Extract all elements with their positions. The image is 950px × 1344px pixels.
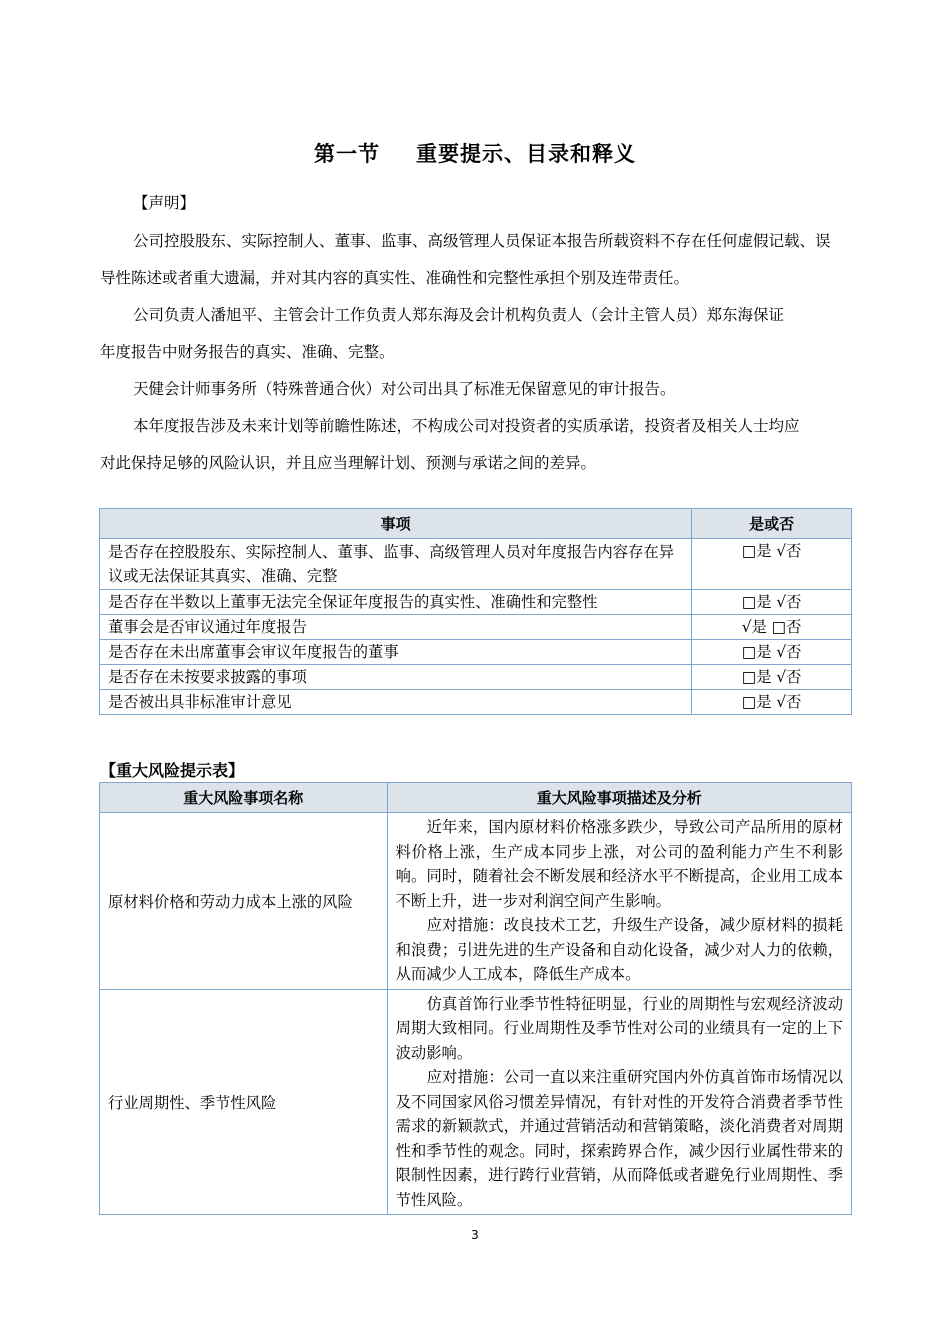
column-header-item: 事项 <box>100 509 692 539</box>
answer-cell: □是 √否 <box>692 690 852 715</box>
item-cell: 是否存在半数以上董事无法完全保证年度报告的真实性、准确性和完整性 <box>100 590 692 615</box>
paragraph-1: 公司控股股东、实际控制人、董事、监事、高级管理人员保证本报告所载资料不存在任何虚假记载、误 导性陈述或者重大遗漏，并对其内容的真实性、准确性和完整性承担个别及连带责任。 <box>100 232 831 287</box>
table-row <box>100 640 852 665</box>
column-header-risk-name: 重大风险事项名称 <box>100 783 388 813</box>
section-title: 重要提示、目录和释义 <box>416 142 636 166</box>
table-row <box>100 590 852 615</box>
page-title <box>0 138 950 168</box>
risk-description: 近年来，国内原材料价格涨多跌少，导致公司产品所用的原材料价格上涨，生产成本同步上涨，对公司的盈利能力产生不利影响。同时，随着社会不断发展和经济水平不断提高，企业用工成本不断上升，进一步对利润空间产生影响。 <box>395 818 843 910</box>
answer-cell: √是 □否 <box>692 615 852 640</box>
column-header-risk-desc: 重大风险事项描述及分析 <box>387 783 851 813</box>
section-number: 第一节 <box>314 142 380 166</box>
table-row <box>100 813 852 990</box>
table-row <box>100 615 852 640</box>
answer-cell: □是 √否 <box>692 590 852 615</box>
table-row <box>100 989 852 1215</box>
answer-cell: □是 √否 <box>692 539 852 590</box>
answer-cell: □是 √否 <box>692 665 852 690</box>
table-header-row <box>100 509 852 539</box>
column-header-answer: 是或否 <box>692 509 852 539</box>
table-row <box>100 690 852 715</box>
page-number: 3 <box>471 1228 479 1242</box>
table-row <box>100 665 852 690</box>
risk-name-cell: 行业周期性、季节性风险 <box>100 989 388 1215</box>
item-cell: 是否被出具非标准审计意见 <box>100 690 692 715</box>
item-cell: 是否存在未按要求披露的事项 <box>100 665 692 690</box>
answer-cell: □是 √否 <box>692 640 852 665</box>
item-cell: 董事会是否审议通过年度报告 <box>100 615 692 640</box>
table-row <box>100 539 852 590</box>
paragraph-4: 本年度报告涉及未来计划等前瞻性陈述，不构成公司对投资者的实质承诺，投资者及相关人士均应 对此保持足够的风险认识，并且应当理解计划、预测与承诺之间的差异。 <box>100 417 800 472</box>
risk-desc-cell <box>387 813 851 990</box>
risk-countermeasure: 应对措施：公司一直以来注重研究国内外仿真首饰市场情况以及不同国家风俗习惯差异情况，有针对性的开发符合消费者季节性需求的新颖款式，并通过营销活动和营销策略，淡化消费者对周期性和季节性的观念。同时，探索跨界合作，减少因行业属性带来的限制性因素，进行跨行业营销，从而降低或者避免行业周期性、季节性风险。 <box>395 1068 843 1209</box>
risk-desc-cell <box>387 989 851 1215</box>
declaration-label: 【声明】 <box>133 194 196 212</box>
risk-countermeasure: 应对措施：改良技术工艺，升级生产设备，减少原材料的损耗和浪费；引进先进的生产设备和自动化设备，减少对人力的依赖，从而减少人工成本，降低生产成本。 <box>395 916 843 983</box>
paragraph-2: 公司负责人潘旭平、主管会计工作负责人郑东海及会计机构负责人（会计主管人员）郑东海保证 年度报告中财务报告的真实、准确、完整。 <box>100 306 785 361</box>
table-header-row <box>100 783 852 813</box>
item-cell: 是否存在未出席董事会审议年度报告的董事 <box>100 640 692 665</box>
risk-table-heading: 【重大风险提示表】 <box>100 761 245 780</box>
item-cell: 是否存在控股股东、实际控制人、董事、监事、高级管理人员对年度报告内容存在异议或无法保证其真实、准确、完整 <box>100 539 692 590</box>
risk-description: 仿真首饰行业季节性特征明显，行业的周期性与宏观经济波动周期大致相同。行业周期性及季节性对公司的业绩具有一定的上下波动影响。 <box>395 994 843 1062</box>
risk-table <box>99 782 852 1215</box>
paragraph-3: 天健会计师事务所（特殊普通合伙）对公司出具了标准无保留意见的审计报告。 <box>133 380 676 398</box>
confirmation-table <box>99 508 852 715</box>
risk-name-cell: 原材料价格和劳动力成本上涨的风险 <box>100 813 388 990</box>
